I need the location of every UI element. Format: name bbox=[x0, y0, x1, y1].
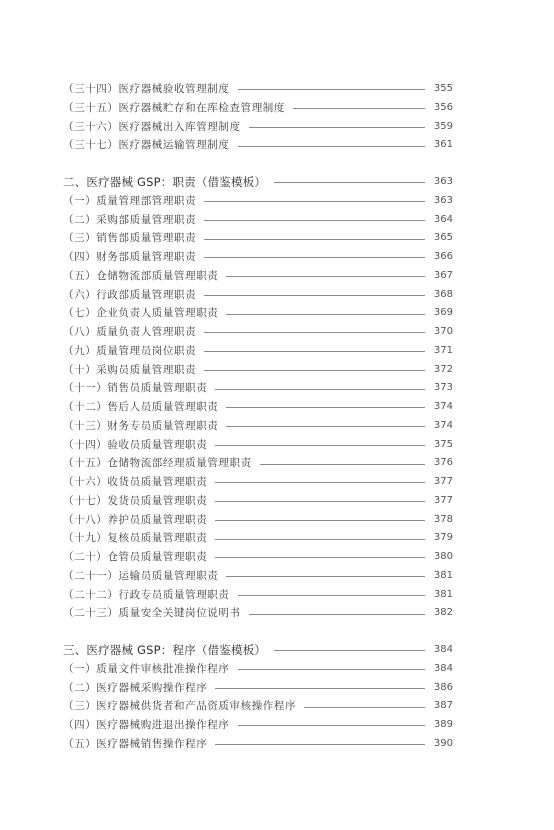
toc-entry-title: （三十六）医疗器械出入库管理制度 bbox=[63, 120, 241, 133]
toc-entry-title: （一）质量管理部管理职责 bbox=[63, 194, 197, 207]
toc-page-number: 374 bbox=[433, 401, 453, 412]
toc-entry-title: （九）质量管理员岗位职责 bbox=[63, 344, 197, 357]
leader-line bbox=[204, 201, 425, 202]
leader-line bbox=[215, 520, 425, 521]
toc-page-number: 355 bbox=[433, 83, 453, 94]
toc-page-number: 377 bbox=[433, 494, 453, 506]
toc-page-number: 374 bbox=[433, 419, 453, 431]
toc-page-number: 381 bbox=[433, 569, 453, 581]
toc-page-number: 382 bbox=[433, 607, 453, 619]
toc-entry[interactable] bbox=[63, 735, 453, 754]
toc-page-number: 372 bbox=[433, 363, 453, 375]
toc-page-number: 359 bbox=[433, 120, 453, 132]
toc-entry-title: （四）医疗器械购进退出操作程序 bbox=[63, 719, 230, 731]
toc-entry-title: （五）仓储物流部质量管理职责 bbox=[63, 269, 219, 282]
toc-entry-title: （十二）售后人员质量管理职责 bbox=[63, 401, 219, 413]
toc-page-number: 370 bbox=[433, 326, 453, 337]
toc-page-number: 380 bbox=[433, 551, 453, 562]
toc-entry[interactable] bbox=[63, 697, 453, 716]
leader-line bbox=[204, 351, 425, 352]
toc-entry[interactable] bbox=[63, 454, 453, 473]
leader-line bbox=[226, 426, 425, 427]
leader-line bbox=[226, 576, 425, 577]
toc-entry[interactable] bbox=[63, 398, 453, 417]
leader-line bbox=[215, 389, 425, 390]
toc-page-number: 378 bbox=[433, 513, 453, 525]
table-of-contents bbox=[63, 80, 453, 754]
toc-page-number: 367 bbox=[433, 269, 453, 281]
leader-line bbox=[204, 239, 425, 240]
leader-line bbox=[215, 539, 425, 540]
toc-entry[interactable] bbox=[63, 99, 453, 118]
toc-entry[interactable] bbox=[63, 342, 453, 361]
toc-page-number: 366 bbox=[433, 251, 453, 262]
toc-entry[interactable] bbox=[63, 660, 453, 679]
toc-entry[interactable] bbox=[63, 379, 453, 398]
toc-entry[interactable] bbox=[63, 436, 453, 455]
toc-entry-title: （八）质量负责人管理职责 bbox=[63, 326, 197, 338]
toc-page-number: 373 bbox=[433, 382, 453, 394]
toc-entry-title: （十八）养护员质量管理职责 bbox=[63, 513, 208, 526]
leader-line bbox=[260, 464, 425, 465]
leader-line bbox=[304, 707, 425, 708]
leader-line bbox=[215, 688, 425, 689]
toc-entry-title: （六）行政部质量管理职责 bbox=[63, 288, 197, 301]
leader-line bbox=[226, 407, 425, 408]
leader-line bbox=[238, 669, 426, 670]
toc-entry[interactable] bbox=[63, 286, 453, 305]
toc-entry-title: （三十五）医疗器械贮存和在库检查管理制度 bbox=[63, 101, 285, 114]
leader-line bbox=[215, 482, 425, 483]
toc-entry-title: （三十七）医疗器械运输管理制度 bbox=[63, 139, 230, 152]
toc-entry[interactable] bbox=[63, 118, 453, 137]
toc-section bbox=[63, 80, 453, 155]
toc-entry[interactable] bbox=[63, 248, 453, 267]
toc-page-number: 377 bbox=[433, 476, 453, 487]
toc-page-number: 384 bbox=[433, 644, 453, 655]
toc-entry-title: （四）财务部质量管理职责 bbox=[63, 251, 197, 263]
toc-page-number: 361 bbox=[433, 139, 453, 151]
toc-entry-title: （七）企业负责人质量管理职责 bbox=[63, 307, 219, 320]
leader-line bbox=[215, 557, 425, 558]
toc-entry[interactable] bbox=[63, 679, 453, 698]
toc-page-number: 363 bbox=[433, 176, 453, 187]
toc-entry[interactable] bbox=[63, 229, 453, 248]
leader-line bbox=[274, 650, 425, 651]
toc-entry-title: （十三）财务专员质量管理职责 bbox=[63, 419, 219, 432]
toc-entry[interactable] bbox=[63, 417, 453, 436]
toc-entry-title: （三十四）医疗器械验收管理制度 bbox=[63, 83, 230, 95]
toc-entry[interactable] bbox=[63, 567, 453, 586]
toc-entry[interactable] bbox=[63, 586, 453, 605]
toc-entry[interactable] bbox=[63, 211, 453, 230]
leader-line bbox=[204, 295, 425, 296]
leader-line bbox=[226, 314, 425, 315]
toc-entry-title: （十七）发货员质量管理职责 bbox=[63, 494, 208, 507]
toc-page-number: 389 bbox=[433, 719, 453, 730]
toc-entry[interactable] bbox=[63, 323, 453, 342]
toc-entry[interactable] bbox=[63, 473, 453, 492]
leader-line bbox=[215, 744, 425, 745]
toc-entry[interactable] bbox=[63, 80, 453, 99]
toc-page-number: 356 bbox=[433, 101, 453, 113]
toc-entry-title: （一）质量文件审核批准操作程序 bbox=[63, 662, 230, 675]
leader-line bbox=[238, 146, 426, 147]
leader-line bbox=[274, 182, 425, 183]
toc-page-number: 363 bbox=[433, 194, 453, 206]
toc-page-number: 368 bbox=[433, 288, 453, 300]
toc-entry-title: （十四）验收员质量管理职责 bbox=[63, 438, 208, 451]
toc-page-number: 387 bbox=[433, 700, 453, 712]
leader-line bbox=[238, 89, 426, 90]
leader-line bbox=[204, 257, 425, 258]
leader-line bbox=[215, 445, 425, 446]
toc-entry-title: （二十一）运输员质量管理职责 bbox=[63, 569, 219, 582]
toc-entry[interactable] bbox=[63, 304, 453, 323]
leader-line bbox=[293, 108, 425, 109]
toc-entry-title: （十）采购员质量管理职责 bbox=[63, 363, 197, 376]
toc-entry-title: （十五）仓储物流部经理质量管理职责 bbox=[63, 457, 252, 470]
toc-page-number: 390 bbox=[433, 737, 453, 749]
toc-page-number: 365 bbox=[433, 232, 453, 244]
toc-page-number: 376 bbox=[433, 457, 453, 469]
toc-entry[interactable] bbox=[63, 267, 453, 286]
toc-entry[interactable] bbox=[63, 548, 453, 567]
toc-heading-title: 二、医疗器械 GSP：职责（借鉴模板） bbox=[63, 175, 267, 189]
toc-entry[interactable] bbox=[63, 192, 453, 211]
leader-line bbox=[249, 127, 425, 128]
toc-entry[interactable] bbox=[63, 136, 453, 155]
leader-line bbox=[238, 595, 426, 596]
toc-heading-title: 三、医疗器械 GSP：程序（借鉴模板） bbox=[63, 643, 267, 657]
leader-line bbox=[238, 725, 426, 726]
leader-line bbox=[204, 332, 425, 333]
toc-entry-title: （二十）仓管员质量管理职责 bbox=[63, 551, 208, 563]
toc-entry-title: （二）医疗器械采购操作程序 bbox=[63, 681, 208, 694]
toc-section-heading[interactable] bbox=[63, 641, 453, 660]
toc-section bbox=[63, 641, 453, 754]
toc-entry-title: （三）销售部质量管理职责 bbox=[63, 232, 197, 245]
toc-section-heading[interactable] bbox=[63, 173, 453, 192]
toc-page-number: 364 bbox=[433, 213, 453, 225]
leader-line bbox=[204, 370, 425, 371]
toc-page-number: 369 bbox=[433, 307, 453, 319]
toc-page-number: 379 bbox=[433, 532, 453, 544]
leader-line bbox=[226, 276, 425, 277]
toc-entry[interactable] bbox=[63, 529, 453, 548]
toc-entry-title: （五）医疗器械销售操作程序 bbox=[63, 737, 208, 750]
toc-entry-title: （二）采购部质量管理职责 bbox=[63, 213, 197, 226]
leader-line bbox=[249, 614, 425, 615]
toc-entry[interactable] bbox=[63, 492, 453, 511]
leader-line bbox=[215, 501, 425, 502]
toc-entry[interactable] bbox=[63, 511, 453, 530]
toc-page-number: 386 bbox=[433, 681, 453, 693]
toc-entry-title: （十一）销售员质量管理职责 bbox=[63, 382, 208, 395]
toc-entry-title: （十六）收货员质量管理职责 bbox=[63, 476, 208, 488]
toc-page-number: 371 bbox=[433, 344, 453, 356]
toc-page-number: 375 bbox=[433, 438, 453, 450]
toc-entry-title: （二十二）行政专员质量管理职责 bbox=[63, 588, 230, 601]
toc-entry-title: （二十三）质量安全关键岗位说明书 bbox=[63, 607, 241, 620]
toc-entry[interactable] bbox=[63, 604, 453, 623]
toc-page-number: 381 bbox=[433, 588, 453, 600]
toc-entry[interactable] bbox=[63, 361, 453, 380]
toc-page-number: 384 bbox=[433, 662, 453, 674]
toc-entry-title: （十九）复核员质量管理职责 bbox=[63, 532, 208, 545]
toc-section bbox=[63, 173, 453, 623]
leader-line bbox=[204, 220, 425, 221]
toc-entry[interactable] bbox=[63, 716, 453, 735]
toc-entry-title: （三）医疗器械供货者和产品资质审核操作程序 bbox=[63, 700, 297, 713]
